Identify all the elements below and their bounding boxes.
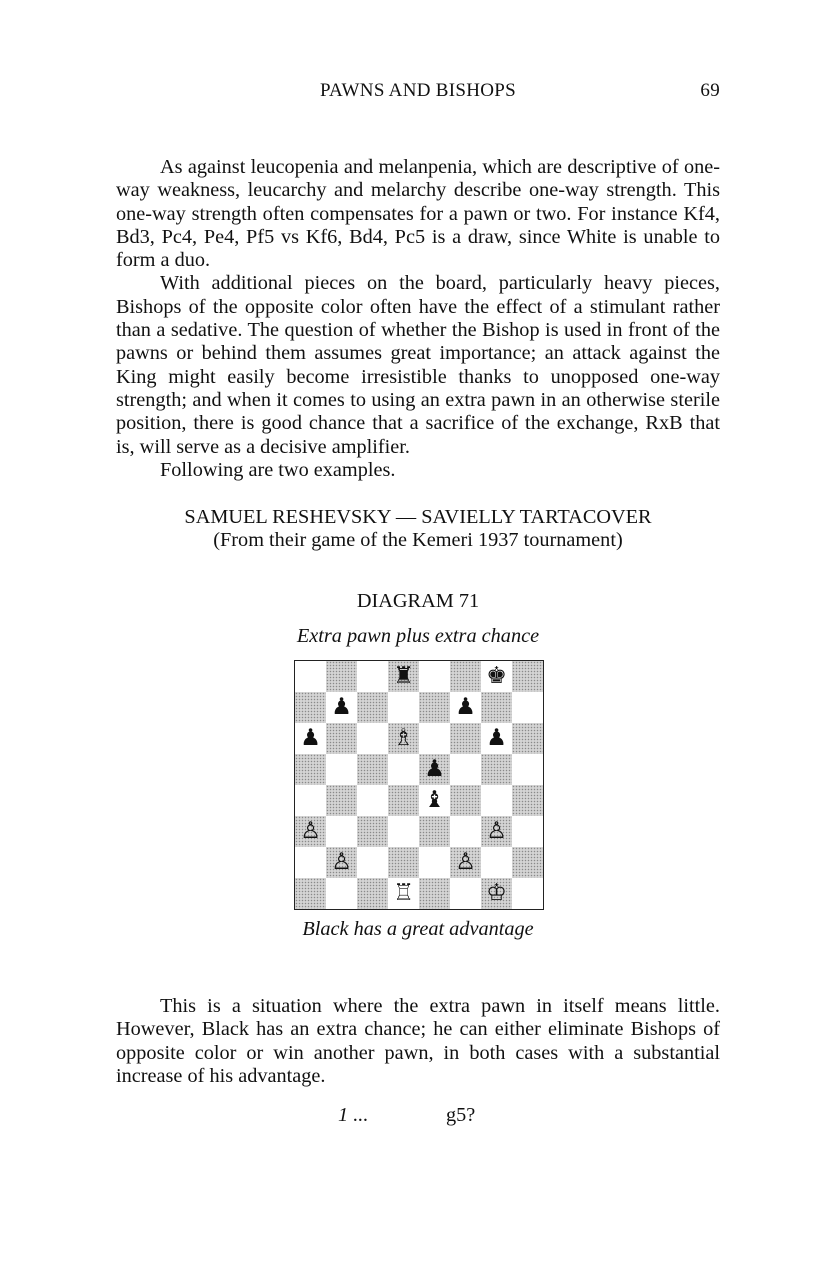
chess-piece: ♗ (393, 725, 414, 751)
board-square (357, 816, 388, 847)
chess-piece: ♜ (393, 663, 414, 689)
board-square (295, 723, 326, 754)
chess-piece: ♟ (300, 725, 321, 751)
board-square (295, 754, 326, 785)
board-square (450, 878, 481, 909)
board-square (295, 816, 326, 847)
paragraph: With additional pieces on the board, particularly heavy pieces, Bishops of the opposite color often have the effect of a stimulant rather than a sedative. The question of whether the Bishop is used in front of the pawns or behind them assumes great importance; an attack against the King might easily become irresistible thanks to unopposed one-way strength; and when it comes to using an extra pawn in an otherwise sterile position, there is good chance that a sacrifice of the exchange, RxB that is, will serve as a decisive amplifier. (116, 272, 720, 458)
board-square (450, 847, 481, 878)
running-title: PAWNS AND BISHOPS (319, 80, 517, 101)
board-square (512, 785, 543, 816)
board-square (481, 878, 512, 909)
board-square (326, 847, 357, 878)
chess-piece: ♟ (331, 694, 352, 720)
board-square (357, 878, 388, 909)
board-square (357, 847, 388, 878)
board-square (388, 785, 419, 816)
board-square (419, 723, 450, 754)
board-square (326, 754, 357, 785)
board-square (481, 754, 512, 785)
board-square (512, 754, 543, 785)
chess-piece: ♖ (393, 880, 414, 906)
page-number: 69 (700, 80, 720, 101)
chess-piece: ♙ (455, 849, 476, 875)
board-square (450, 661, 481, 692)
board-square (357, 754, 388, 785)
board-square (326, 816, 357, 847)
chess-piece: ♚ (486, 663, 507, 689)
board-square (512, 692, 543, 723)
board-square (295, 847, 326, 878)
analysis-text (116, 995, 720, 1088)
paragraph: As against leucopenia and melanpenia, which are descriptive of one-way weakness, leucarchy and melarchy describe one-way strength. This one-way strength often compensates for a pawn or two. For instance Kf4, Bd3, Pc4, Pe4, Pf5 vs Kf6, Bd4, Pc5 is a draw, since White is unable to form a duo. (116, 156, 720, 272)
chess-piece: ♟ (455, 694, 476, 720)
chess-piece: ♙ (486, 818, 507, 844)
board-square (419, 785, 450, 816)
board-square (388, 847, 419, 878)
game-heading (116, 506, 720, 553)
board-square (419, 816, 450, 847)
chess-board (294, 660, 544, 910)
board-square (295, 878, 326, 909)
board-square (357, 661, 388, 692)
board-square (512, 723, 543, 754)
board-square (481, 816, 512, 847)
board-square (481, 785, 512, 816)
diagram-caption-bottom: Black has a great advantage (302, 918, 534, 940)
board-square (388, 816, 419, 847)
board-square (388, 878, 419, 909)
page-header (116, 80, 720, 108)
move-notation: g5? (446, 1104, 476, 1126)
chess-piece: ♟ (424, 756, 445, 782)
board-square (512, 661, 543, 692)
board-square (481, 661, 512, 692)
board-square (326, 661, 357, 692)
board-square (388, 754, 419, 785)
board-square (295, 692, 326, 723)
move-number: 1 ... (338, 1104, 369, 1126)
intro-text (116, 156, 720, 482)
board-square (326, 785, 357, 816)
game-players: SAMUEL RESHEVSKY — SAVIELLY TARTACOVER (184, 506, 652, 528)
board-square (450, 692, 481, 723)
board-square (357, 723, 388, 754)
board-square (481, 723, 512, 754)
board-square (450, 723, 481, 754)
board-square (481, 847, 512, 878)
chess-piece: ♔ (486, 880, 507, 906)
board-square (388, 692, 419, 723)
board-square (512, 878, 543, 909)
game-event: (From their game of the Kemeri 1937 tournament) (213, 529, 623, 552)
board-square (512, 847, 543, 878)
chess-piece: ♙ (331, 849, 352, 875)
board-square (481, 692, 512, 723)
board-square (419, 692, 450, 723)
chess-piece: ♟ (486, 725, 507, 751)
diagram-caption-top: Extra pawn plus extra chance (296, 625, 540, 647)
board-square (419, 754, 450, 785)
board-square (512, 816, 543, 847)
chess-piece: ♝ (424, 787, 445, 813)
board-square (419, 847, 450, 878)
board-square (450, 816, 481, 847)
chess-piece: ♙ (300, 818, 321, 844)
board-square (326, 692, 357, 723)
board-square (419, 661, 450, 692)
board-square (450, 785, 481, 816)
board-square (326, 878, 357, 909)
board-square (419, 878, 450, 909)
board-square (326, 723, 357, 754)
board-square (388, 661, 419, 692)
board-square (357, 692, 388, 723)
board-square (450, 754, 481, 785)
paragraph: This is a situation where the extra pawn in itself means little. However, Black has an extra chance; he can either eliminate Bishops of opposite color or win another pawn, in both cases with a substantial increase of his advantage. (116, 995, 720, 1087)
board-square (357, 785, 388, 816)
diagram-title: DIAGRAM 71 (356, 590, 480, 612)
board-square (295, 661, 326, 692)
board-square (295, 785, 326, 816)
paragraph: Following are two examples. (160, 458, 396, 481)
board-square (388, 723, 419, 754)
